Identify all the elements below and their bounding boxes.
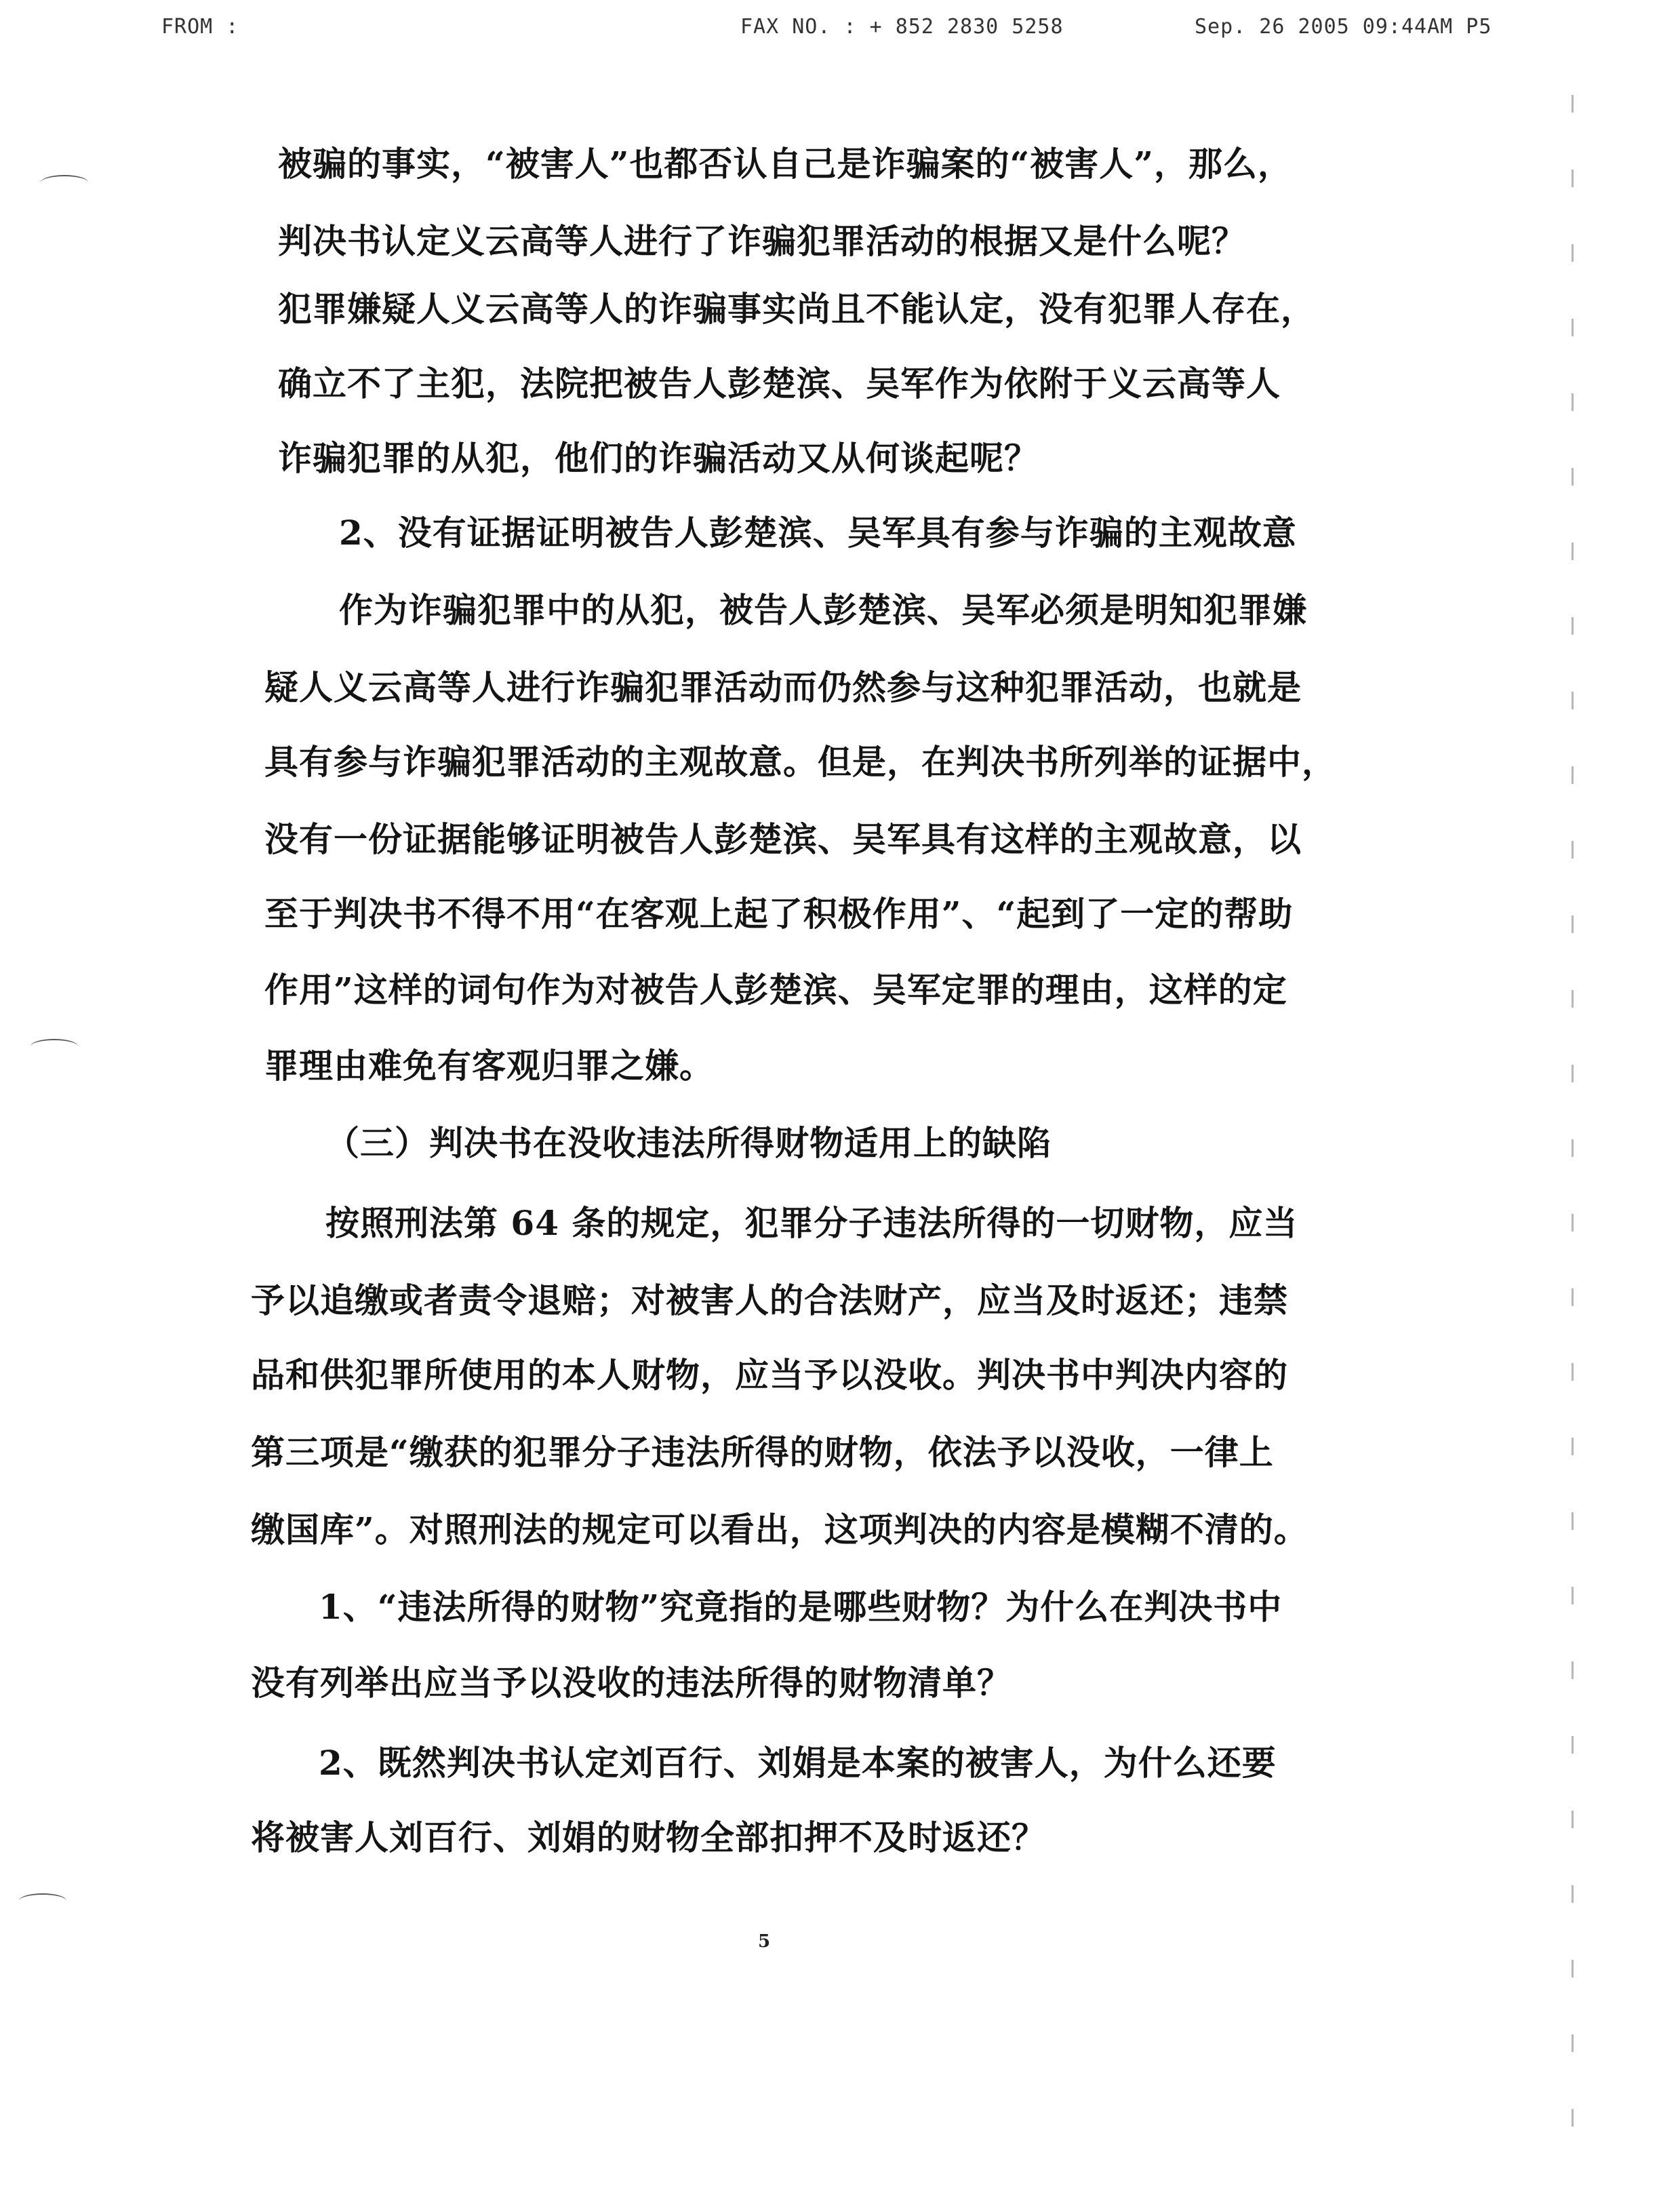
margin-scan-mark bbox=[31, 1039, 78, 1054]
text-line: 将被害人刘百行、刘娟的财物全部扣押不及时返还？ bbox=[251, 1817, 1046, 1857]
text-line: 作用”这样的词句作为对被告人彭楚滨、吴军定罪的理由，这样的定 bbox=[264, 970, 1287, 1010]
text-line: 确立不了主犯，法院把被告人彭楚滨、吴军作为依附于义云高等人 bbox=[278, 363, 1281, 403]
text-line: 罪理由难免有客观归罪之嫌。 bbox=[264, 1046, 714, 1086]
section-heading: （三）判决书在没收违法所得财物适用上的缺陷 bbox=[325, 1123, 1052, 1163]
text-line: 1、“违法所得的财物”究竟指的是哪些财物？为什么在判决书中 bbox=[319, 1587, 1283, 1627]
text-line: 被骗的事实，“被害人”也都否认自己是诈骗案的“被害人”，那么， bbox=[278, 144, 1293, 184]
text-line: 按照刑法第 64 条的规定，犯罪分子违法所得的一切财物，应当 bbox=[325, 1203, 1298, 1243]
fax-number: FAX NO. : + 852 2830 5258 bbox=[740, 15, 1064, 39]
text-line: 2、既然判决书认定刘百行、刘娟是本案的被害人，为什么还要 bbox=[319, 1743, 1277, 1783]
text-line: 品和供犯罪所使用的本人财物，应当予以没收。判决书中判决内容的 bbox=[251, 1355, 1288, 1395]
text-line: 犯罪嫌疑人义云高等人的诈骗事实尚且不能认定，没有犯罪人存在， bbox=[278, 289, 1315, 329]
fax-date-page: Sep. 26 2005 09:44AM P5 bbox=[1195, 15, 1492, 39]
margin-scan-mark bbox=[41, 175, 88, 190]
text-line: 予以追缴或者责令退赔；对被害人的合法财产，应当及时返还；违禁 bbox=[251, 1280, 1288, 1320]
text-line: 缴国库”。对照刑法的规定可以看出，这项判决的内容是模糊不清的。 bbox=[251, 1510, 1308, 1550]
margin-scan-mark bbox=[19, 1893, 66, 1908]
text-line: 诈骗犯罪的从犯，他们的诈骗活动又从何谈起呢？ bbox=[278, 438, 1039, 478]
text-line: 没有列举出应当予以没收的违法所得的财物清单？ bbox=[251, 1663, 1012, 1703]
text-line: 判决书认定义云高等人进行了诈骗犯罪活动的根据又是什么呢？ bbox=[278, 221, 1246, 261]
text-line: 至于判决书不得不用“在客观上起了积极作用”、“起到了一定的帮助 bbox=[264, 894, 1294, 934]
text-line: 没有一份证据能够证明被告人彭楚滨、吴军具有这样的主观故意，以 bbox=[264, 819, 1302, 859]
page-number: 5 bbox=[758, 1931, 771, 1952]
text-line: 具有参与诈骗犯罪活动的主观故意。但是，在判决书所列举的证据中， bbox=[264, 742, 1336, 782]
text-line: 疑人义云高等人进行诈骗犯罪活动而仍然参与这种犯罪活动，也就是 bbox=[264, 667, 1302, 707]
text-line: 作为诈骗犯罪中的从犯，被告人彭楚滨、吴军必须是明知犯罪嫌 bbox=[339, 590, 1307, 630]
section-heading: 2、没有证据证明被告人彭楚滨、吴军具有参与诈骗的主观故意 bbox=[339, 513, 1297, 553]
scan-edge-line bbox=[1572, 95, 1574, 2129]
text-line: 第三项是“缴获的犯罪分子违法所得的财物，依法予以没收，一律上 bbox=[251, 1432, 1274, 1472]
fax-from: FROM : bbox=[161, 15, 239, 39]
fax-header bbox=[0, 0, 1680, 61]
